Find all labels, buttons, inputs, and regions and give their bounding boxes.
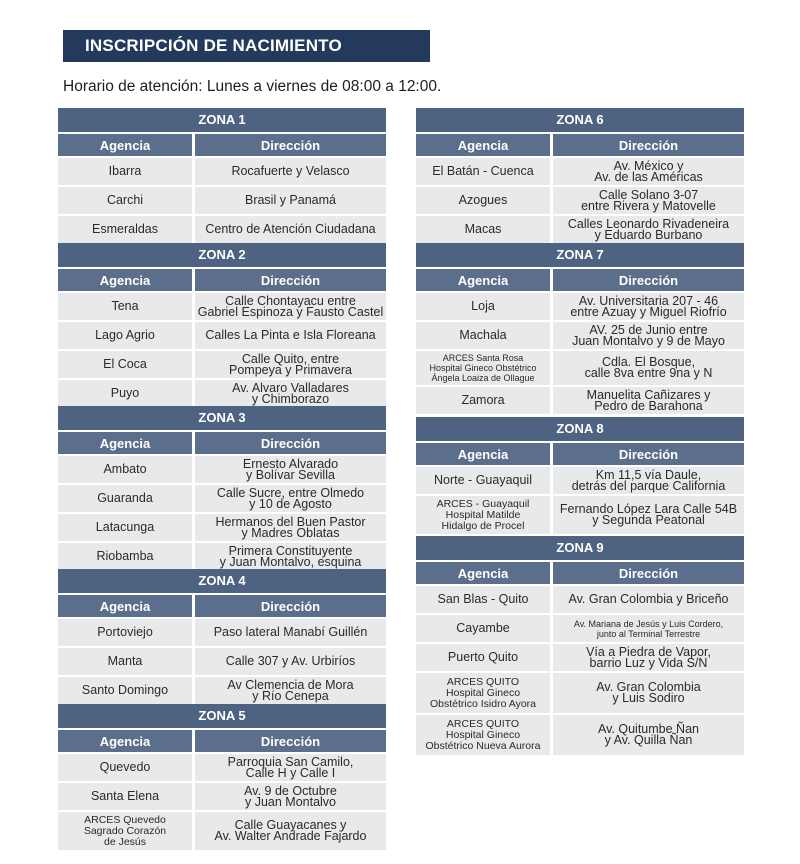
zone-table [58,243,386,409]
address-cell: Calle Guayacanes y Av. Walter Andrade Fajardo [195,812,386,850]
table-row [58,619,386,646]
address-cell: Manuelita Cañizares y Pedro de Barahona [553,387,744,414]
agency-column-header: Agencia [58,432,192,454]
agency-column-header: Agencia [58,134,192,156]
agency-cell: ARCES Santa Rosa Hospital Gineco Obstétrico Ángela Loaiza de Ollague [416,351,550,385]
agency-cell: Tena [58,293,192,320]
table-row [58,380,386,407]
agency-cell: Guaranda [58,485,192,512]
agency-cell: Quevedo [58,754,192,781]
zone-header: ZONA 5 [58,704,386,728]
address-cell: Calles La Pinta e Isla Floreana [195,322,386,349]
agency-cell: ARCES QUITO Hospital Gineco Obstétrico Nueva Aurora [416,715,550,755]
agency-column-header: Agencia [416,443,550,465]
address-cell: Av. Quitumbe Ñan y Av. Quilla Ñan [553,715,744,755]
agency-cell: El Coca [58,351,192,378]
address-column-header: Dirección [553,134,744,156]
table-row [58,187,386,214]
address-column-header: Dirección [195,730,386,752]
table-row [58,543,386,570]
table-row [58,677,386,704]
table-row [58,485,386,512]
table-row [416,216,744,243]
table-row [58,514,386,541]
agency-cell: Riobamba [58,543,192,570]
column-header-row [58,432,386,454]
column-header-row [416,134,744,156]
address-cell: Rocafuerte y Velasco [195,158,386,185]
table-row [416,715,744,755]
zone-table [416,536,744,757]
zone-header: ZONA 7 [416,243,744,267]
agency-cell: El Batán - Cuenca [416,158,550,185]
table-row [416,615,744,642]
table-row [58,293,386,320]
table-row [416,387,744,414]
agency-column-header: Agencia [58,730,192,752]
table-row [58,812,386,850]
agency-cell: Zamora [416,387,550,414]
table-row [58,216,386,243]
table-row [416,644,744,671]
zone-header: ZONA 2 [58,243,386,267]
table-row [416,673,744,713]
table-row [416,351,744,385]
page-title: INSCRIPCIÓN DE NACIMIENTO [63,30,430,62]
table-row [58,456,386,483]
agency-column-header: Agencia [58,269,192,291]
table-row [416,187,744,214]
agency-cell: Portoviejo [58,619,192,646]
table-row [58,351,386,378]
address-cell: Km 11,5 vía Daule, detrás del parque California [553,467,744,494]
column-header-row [416,562,744,584]
address-cell: Av. Gran Colombia y Briceño [553,586,744,613]
address-cell: Av. México y Av. de las Américas [553,158,744,185]
address-column-header: Dirección [553,269,744,291]
agency-column-header: Agencia [416,269,550,291]
address-cell: Cdla. El Bosque, calle 8va entre 9na y N [553,351,744,385]
address-cell: Calle 307 y Av. Urbiríos [195,648,386,675]
zone-header: ZONA 1 [58,108,386,132]
agency-cell: ARCES - Guayaquil Hospital Matilde Hidalgo de Procel [416,496,550,534]
agency-cell: Lago Agrio [58,322,192,349]
zone-table [58,406,386,572]
agency-column-header: Agencia [58,595,192,617]
address-cell: Calle Chontayacu entre Gabriel Espinoza y Fausto Castel [195,293,386,320]
agency-column-header: Agencia [416,134,550,156]
table-row [416,322,744,349]
schedule-text: Horario de atención: Lunes a viernes de 08:00 a 12:00. [63,78,442,95]
column-header-row [416,443,744,465]
agency-cell: Puyo [58,380,192,407]
address-cell: Av Clemencia de Mora y Río Cenepa [195,677,386,704]
zone-table [58,569,386,706]
address-column-header: Dirección [195,269,386,291]
address-cell: Primera Constituyente y Juan Montalvo, esquina [195,543,386,570]
address-cell: Calle Quito, entre Pompeya y Primavera [195,351,386,378]
agency-cell: Ibarra [58,158,192,185]
address-cell: Calle Sucre, entre Olmedo y 10 de Agosto [195,485,386,512]
agency-column-header: Agencia [416,562,550,584]
address-cell: Av. Gran Colombia y Luis Sodiro [553,673,744,713]
agency-cell: San Blas - Quito [416,586,550,613]
agency-cell: ARCES Quevedo Sagrado Corazón de Jesús [58,812,192,850]
address-cell: Fernando López Lara Calle 54B y Segunda Peatonal [553,496,744,534]
agency-cell: Puerto Quito [416,644,550,671]
agency-cell: Latacunga [58,514,192,541]
column-header-row [58,730,386,752]
zone-table [416,108,744,245]
table-row [58,158,386,185]
agency-cell: Esmeraldas [58,216,192,243]
address-cell: AV. 25 de Junio entre Juan Montalvo y 9 de Mayo [553,322,744,349]
agency-cell: Norte - Guayaquil [416,467,550,494]
column-header-row [58,269,386,291]
address-cell: Brasil y Panamá [195,187,386,214]
zone-header: ZONA 8 [416,417,744,441]
agency-cell: Santa Elena [58,783,192,810]
table-row [416,586,744,613]
agency-cell: Santo Domingo [58,677,192,704]
address-column-header: Dirección [195,595,386,617]
address-cell: Av. Alvaro Valladares y Chimborazo [195,380,386,407]
agency-cell: Ambato [58,456,192,483]
table-row [58,783,386,810]
address-cell: Vía a Piedra de Vapor, barrio Luz y Vida S/N [553,644,744,671]
agency-cell: Manta [58,648,192,675]
zone-header: ZONA 3 [58,406,386,430]
address-cell: Av. Mariana de Jesús y Luis Cordero, junto al Terminal Terrestre [553,615,744,642]
zone-header: ZONA 9 [416,536,744,560]
zone-header: ZONA 6 [416,108,744,132]
agency-cell: Loja [416,293,550,320]
column-header-row [416,269,744,291]
address-cell: Calle Solano 3-07 entre Rivera y Matovelle [553,187,744,214]
zone-header: ZONA 4 [58,569,386,593]
agency-cell: ARCES QUITO Hospital Gineco Obstétrico Isidro Ayora [416,673,550,713]
address-cell: Av. 9 de Octubre y Juan Montalvo [195,783,386,810]
agency-cell: Machala [416,322,550,349]
address-cell: Parroquia San Camilo, Calle H y Calle I [195,754,386,781]
table-row [416,467,744,494]
address-column-header: Dirección [553,443,744,465]
zone-table [58,704,386,852]
agency-cell: Macas [416,216,550,243]
address-cell: Hermanos del Buen Pastor y Madres Oblatas [195,514,386,541]
address-column-header: Dirección [195,134,386,156]
address-cell: Paso lateral Manabí Guillén [195,619,386,646]
address-cell: Ernesto Alvarado y Bolívar Sevilla [195,456,386,483]
column-header-row [58,595,386,617]
table-row [58,648,386,675]
address-cell: Calles Leonardo Rivadeneira y Eduardo Burbano [553,216,744,243]
address-cell: Av. Universitaria 207 - 46 entre Azuay y Miguel Riofrío [553,293,744,320]
agency-cell: Azogues [416,187,550,214]
address-column-header: Dirección [195,432,386,454]
address-column-header: Dirección [553,562,744,584]
table-row [416,293,744,320]
table-row [58,754,386,781]
agency-cell: Carchi [58,187,192,214]
zone-table [58,108,386,245]
column-header-row [58,134,386,156]
table-row [416,158,744,185]
table-row [58,322,386,349]
zone-table [416,417,744,536]
address-cell: Centro de Atención Ciudadana [195,216,386,243]
agency-cell: Cayambe [416,615,550,642]
table-row [416,496,744,534]
zone-table [416,243,744,416]
